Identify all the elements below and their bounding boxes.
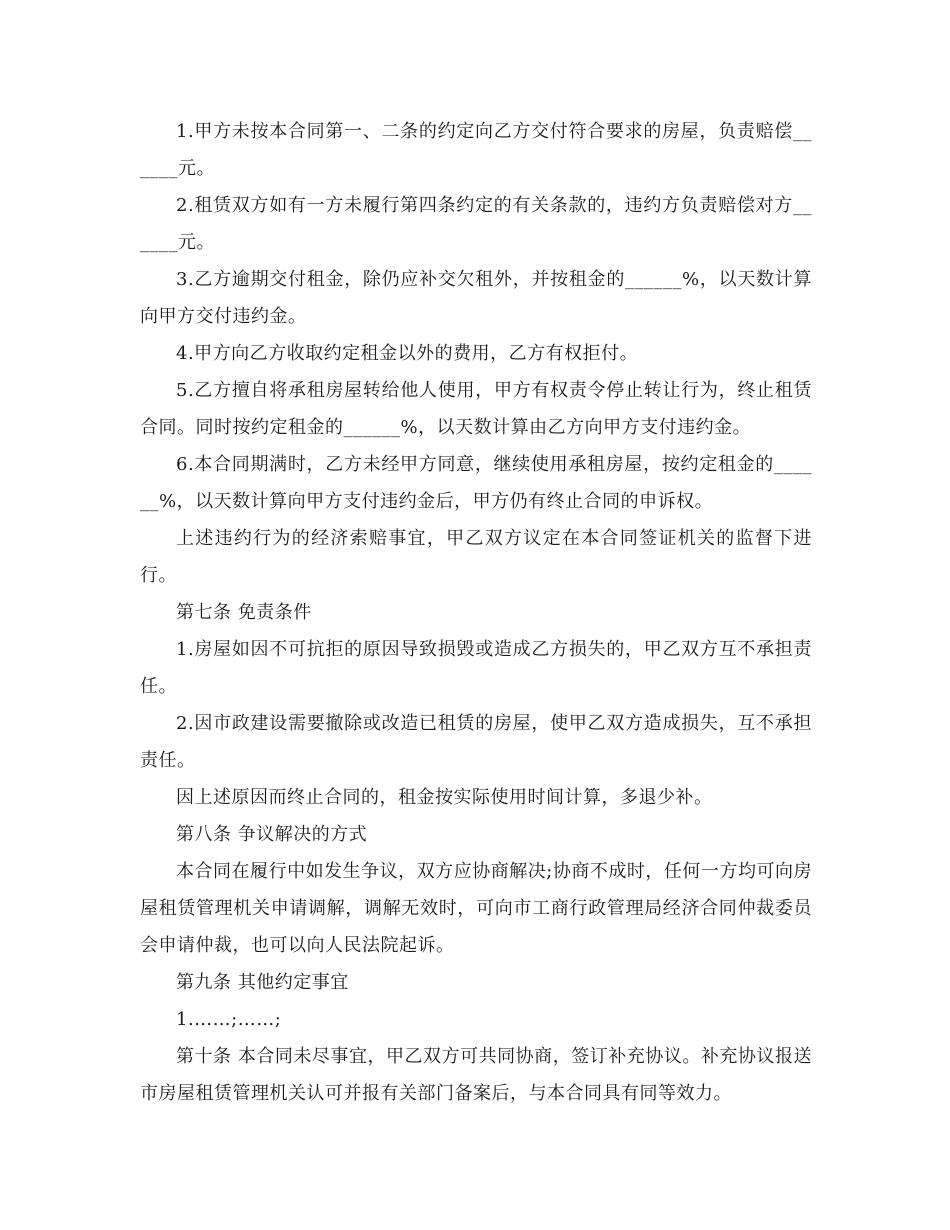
breach-claims-paragraph: 上述违约行为的经济索赔事宜，甲乙双方议定在本合同签证机关的监督下进行。 — [140, 528, 812, 586]
clause-3-late-rent: 3.乙方逾期交付租金，除仍应补交欠租外，并按租金的______%，以天数计算向甲方交付违约金。 — [140, 269, 812, 327]
article-7-heading: 第七条 免责条件 — [176, 602, 312, 623]
clause-1-compensation-delivery: 1.甲方未按本合同第一、二条的约定向乙方交付符合要求的房屋，负责赔偿______元。 — [140, 121, 812, 179]
clause-4-extra-fees: 4.甲方向乙方收取约定租金以外的费用，乙方有权拒付。 — [176, 343, 639, 364]
article-8-heading: 第八条 争议解决的方式 — [176, 824, 368, 845]
exemption-item-2: 2.因市政建设需要撤除或改造已租赁的房屋，使甲乙双方造成损失，互不承担责任。 — [140, 713, 812, 771]
exemption-item-1: 1.房屋如因不可抗拒的原因导致损毁或造成乙方损失的，甲乙双方互不承担责任。 — [140, 639, 812, 697]
clause-6-overstay: 6.本合同期满时，乙方未经甲方同意，继续使用承租房屋，按约定租金的______%，以天数计算向甲方支付违约金后，甲方仍有终止合同的申诉权。 — [140, 454, 812, 512]
exemption-rent-settlement: 因上述原因而终止合同的，租金按实际使用时间计算，多退少补。 — [176, 787, 713, 808]
document-body — [140, 113, 812, 1112]
article-10-paragraph: 第十条 本合同未尽事宜，甲乙双方可共同协商，签订补充协议。补充协议报送市房屋租赁管理机关认可并报有关部门备案后，与本合同具有同等效力。 — [140, 1046, 812, 1104]
clause-2-compensation-breach: 2.租赁双方如有一方未履行第四条约定的有关条款的，违约方负责赔偿对方______元。 — [140, 195, 812, 253]
dispute-resolution-paragraph: 本合同在履行中如发生争议，双方应协商解决;协商不成时，任何一方均可向房屋租赁管理机关申请调解，调解无效时，可向市工商行政管理局经济合同仲裁委员会申请仲裁，也可以向人民法院起诉。 — [140, 861, 812, 956]
article-9-heading: 第九条 其他约定事宜 — [176, 972, 349, 993]
other-matters-item-1: 1.……;……; — [176, 1009, 282, 1030]
clause-5-sublet: 5.乙方擅自将承租房屋转给他人使用，甲方有权责令停止转让行为，终止租赁合同。同时按约定租金的______%，以天数计算由乙方向甲方支付违约金。 — [140, 380, 812, 438]
